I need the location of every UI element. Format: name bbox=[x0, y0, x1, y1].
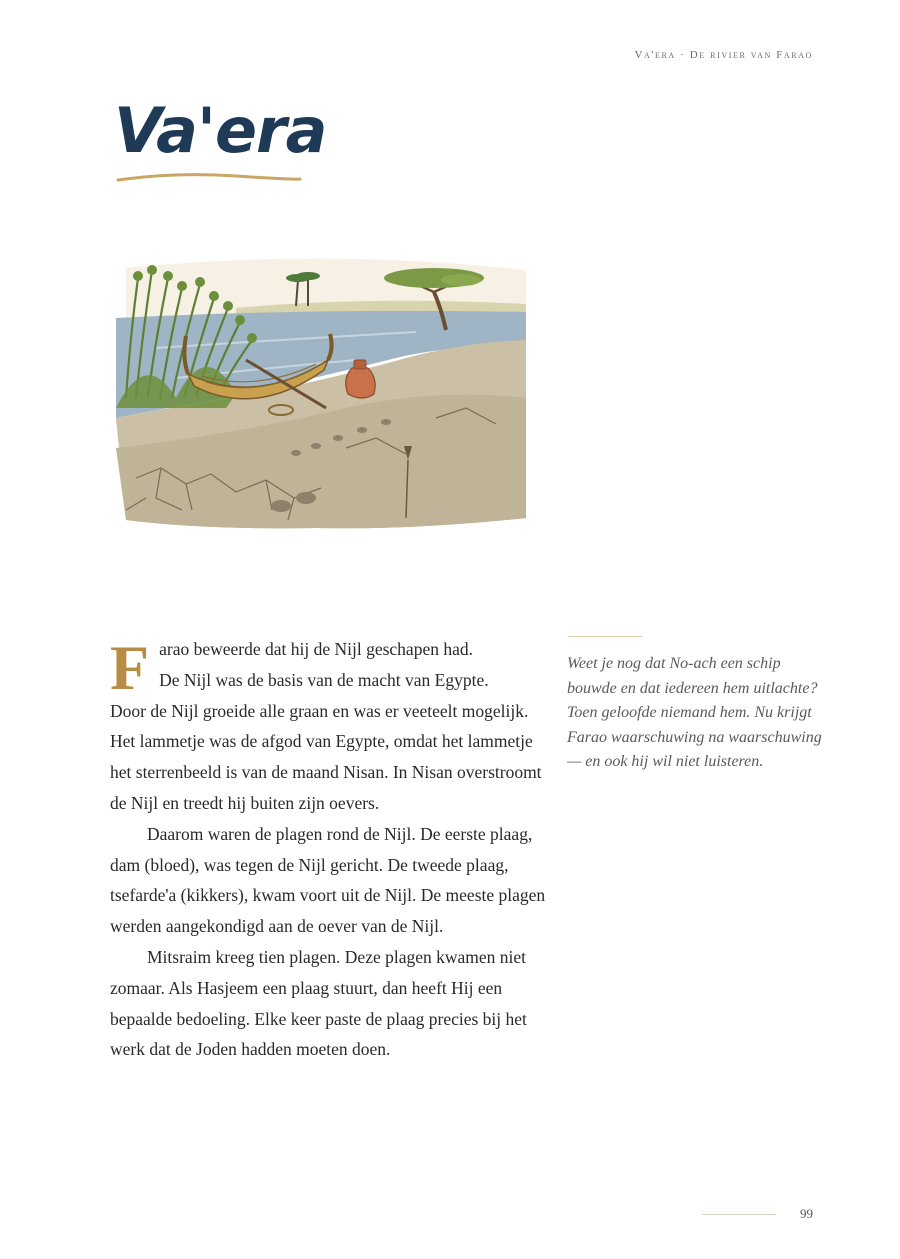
body-text bbox=[110, 634, 546, 1065]
paragraph-1-line-1: arao beweerde dat hij de Nijl geschapen had. bbox=[159, 639, 473, 659]
drop-cap: F bbox=[110, 632, 150, 703]
paragraph-1-line-2: De Nijl was de basis van de macht van Egypte. bbox=[159, 669, 489, 690]
footer-rule bbox=[702, 1214, 776, 1215]
paragraph-2: Daarom waren de plagen rond de Nijl. De eerste plaag, dam (bloed), was tegen de Nijl gericht. De tweede plaag, tsefarde'a (kikkers), kwam voort uit de Nijl. De meeste plagen werden aangekondigd aan de oever van de Nijl. bbox=[110, 823, 546, 937]
title-underline bbox=[116, 170, 302, 186]
chapter-title: Va'era bbox=[114, 94, 327, 167]
page-number: 99 bbox=[800, 1206, 813, 1221]
paragraph-1 bbox=[110, 634, 546, 819]
running-head: Va'era · De rivier van Farao bbox=[634, 49, 813, 61]
sidebar-note: Weet je nog dat No-ach een schip bouwde en dat iedereen hem uitlachte? Toen geloofde niemand hem. Nu krijgt Farao waarschuwing na waarschuwing — en ook hij wil niet luisteren. bbox=[567, 655, 822, 771]
sidebar-rule bbox=[568, 636, 642, 637]
paragraph-3: Mitsraim kreeg tien plagen. Deze plagen kwamen niet zomaar. Als Hasjeem een plaag stuurt, dan heeft Hij een bepaalde bedoeling. Elke keer paste de plaag precies bij het werk dat de Joden hadden moeten doen. bbox=[110, 946, 527, 1060]
nile-bank-illustration bbox=[116, 248, 536, 532]
paragraph-1-rest: Door de Nijl groeide alle graan en was er veeteelt mogelijk. Het lammetje was de afgod van Egypte, omdat het lammetje het sterrenbeeld is van de maand Nisan. In Nisan overstroomt de Nijl en treedt hij buiten zijn oevers. bbox=[110, 700, 542, 813]
